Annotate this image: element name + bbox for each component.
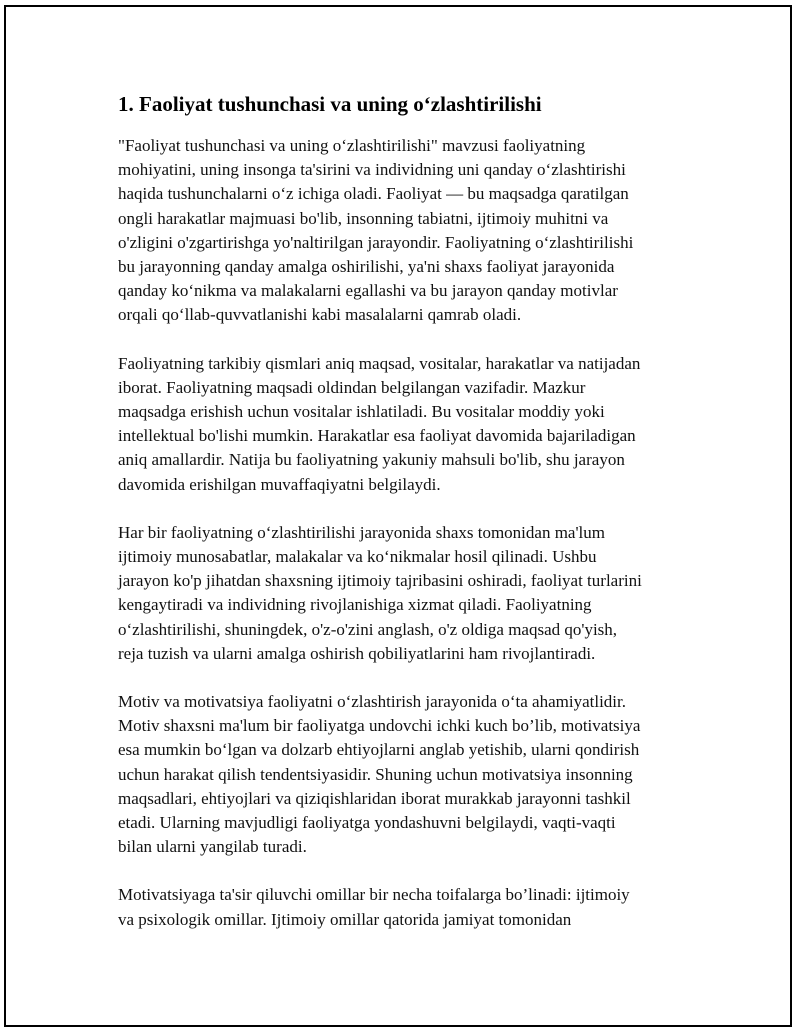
paragraph-2 [118, 352, 698, 497]
text-line: o'zligini o'zgartirishga yo'naltirilgan jarayondir. Faoliyatning o‘zlashtirilishi [118, 232, 634, 252]
text-line: iborat. Faoliyatning maqsadi oldindan belgilangan vazifadir. Mazkur [118, 377, 586, 397]
paragraph-5 [118, 883, 698, 931]
text-line: esa mumkin bo‘lgan va dolzarb ehtiyojlarni anglab yetishib, ularni qondirish [118, 740, 640, 760]
text-line: jarayon ko'p jihatdan shaxsning ijtimoiy tajribasini oshiradi, faoliyat turlarini [118, 571, 642, 591]
paragraph-4 [118, 690, 698, 859]
text-line: reja tuzish va ularni amalga oshirish qobiliyatlarini ham rivojlantiradi. [118, 643, 596, 663]
text-line: Motivatsiyaga ta'sir qiluvchi omillar bir necha toifalarga bo’linadi: ijtimoiy [118, 885, 630, 905]
text-line: maqsadga erishish uchun vositalar ishlatiladi. Bu vositalar moddiy yoki [118, 402, 605, 422]
text-line: Faoliyatning tarkibiy qismlari aniq maqsad, vositalar, harakatlar va natijadan [118, 353, 641, 373]
text-line: va psixologik omillar. Ijtimoiy omillar qatorida jamiyat tomonidan [118, 909, 572, 929]
text-line: maqsadlari, ehtiyojlari va qiziqishlaridan iborat murakkab jarayonni tashkil [118, 788, 631, 808]
text-line: qanday ko‘nikma va malakalarni egallashi va bu jarayon qanday motivlar [118, 281, 618, 301]
paragraph-1 [118, 134, 698, 328]
document-body [118, 90, 698, 956]
text-line: aniq amallardir. Natija bu faoliyatning yakuniy mahsuli bo'lib, shu jarayon [118, 450, 625, 470]
paragraph-3 [118, 521, 698, 666]
text-line: bilan ularni yangilab turadi. [118, 837, 307, 857]
text-line: bu jarayonning qanday amalga oshirilishi, ya'ni shaxs faoliyat jarayonida [118, 257, 615, 277]
text-line: davomida erishilgan muvaffaqiyatni belgilaydi. [118, 474, 441, 494]
text-line: mohiyatini, uning insonga ta'sirini va individning uni qanday o‘zlashtirishi [118, 160, 626, 180]
text-line: "Faoliyat tushunchasi va uning o‘zlashtirilishi" mavzusi faoliyatning [118, 136, 586, 155]
text-line: kengaytiradi va individning rivojlanishiga xizmat qiladi. Faoliyatning [118, 595, 592, 615]
text-line: intellektual bo'lishi mumkin. Harakatlar esa faoliyat davomida bajariladigan [118, 426, 636, 446]
text-line: Motiv shaxsni ma'lum bir faoliyatga undovchi ichki kuch bo’lib, motivatsiya [118, 716, 641, 736]
text-line: ijtimoiy munosabatlar, malakalar va ko‘nikmalar hosil qilinadi. Ushbu [118, 547, 597, 567]
text-line: ongli harakatlar majmuasi bo'lib, insonning tabiatni, ijtimoiy muhitni va [118, 208, 609, 228]
text-line: uchun harakat qilish tendentsiyasidir. Shuning uchun motivatsiya insonning [118, 764, 633, 784]
text-line: haqida tushunchalarni o‘z ichiga oladi. Faoliyat — bu maqsadga qaratilgan [118, 184, 629, 204]
text-line: o‘zlashtirilishi, shuningdek, o'z-o'zini anglash, o'z oldiga maqsad qo'yish, [118, 619, 618, 639]
text-line: Motiv va motivatsiya faoliyatni o‘zlashtirish jarayonida o‘ta ahamiyatlidir. [118, 692, 626, 712]
text-line: orqali qo‘llab-quvvatlanishi kabi masalalarni qamrab oladi. [118, 305, 522, 325]
section-heading: 1. Faoliyat tushunchasi va uning o‘zlashtirilishi [118, 92, 542, 116]
text-line: Har bir faoliyatning o‘zlashtirilishi jarayonida shaxs tomonidan ma'lum [118, 522, 605, 542]
text-line: etadi. Ularning mavjudligi faoliyatga yondashuvni belgilaydi, vaqti-vaqti [118, 813, 616, 833]
